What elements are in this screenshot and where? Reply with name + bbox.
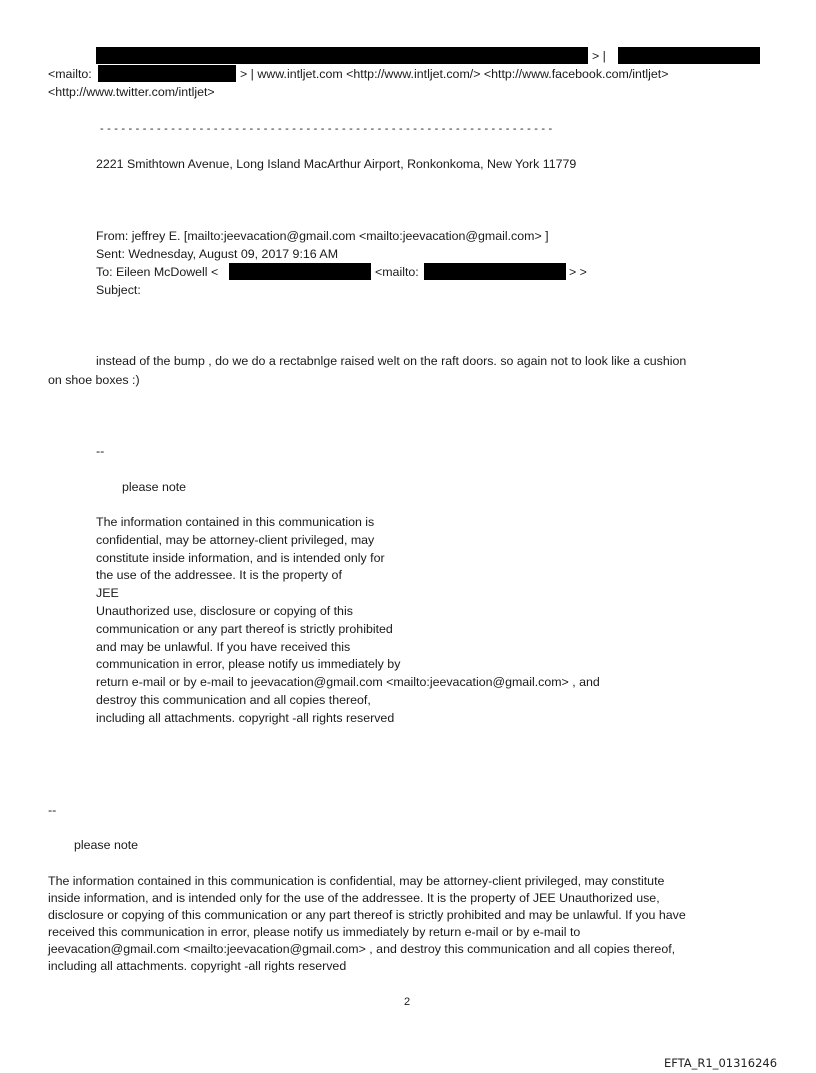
header-sent: Sent: Wednesday, August 09, 2017 9:16 AM (96, 247, 339, 261)
header-to-prefix: To: Eileen McDowell < (96, 265, 219, 279)
sig1-dashes: -- (96, 444, 105, 458)
sig2-dashes: -- (48, 803, 57, 817)
redaction-bar (424, 263, 566, 280)
sig1-please-note: please note (122, 480, 187, 494)
separator-line: - - - - - - - - - - - - - - - - - - - - - - - - - - - - - - - - - - - - - - - - - - - - - - - - - - - - - - - - - - - - - - - - (100, 123, 553, 135)
redaction-bar (229, 263, 371, 280)
header-to-mailto: <mailto: (375, 265, 419, 279)
body-line-2: on shoe boxes :) (48, 373, 140, 387)
header-to-close: > > (569, 265, 587, 279)
sig1-disclaimer: The information contained in this communication is confidential, may be attorney-client privileged, may constitute inside information, and is intended only for the use of the addressee. It is the property of JEE Unauthorized use, disclosure or copying of this communication or any part thereof is strictly prohibited and may be unlawful. If you have received this communication in error, please notify us immediately by return e-mail or by e-mail to jeevacation@gmail.com <mailto:jeevacation@gmail.com> , and destroy this communication and all copies thereof, including all attachments. copyright -all rights reserved (96, 515, 600, 725)
sig2-please-note: please note (74, 838, 139, 852)
redaction-bar (98, 65, 236, 82)
page-number: 2 (404, 996, 411, 1008)
contact-separator: > | (592, 49, 606, 63)
address: 2221 Smithtown Avenue, Long Island MacArthur Airport, Ronkonkoma, New York 11779 (96, 157, 577, 171)
twitter-link: <http://www.twitter.com/intljet> (48, 85, 215, 99)
body-line-1: instead of the bump , do we do a rectabnlge raised welt on the raft doors. so again not to look like a cushion (96, 354, 687, 368)
redaction-bar (96, 47, 588, 64)
sig2-disclaimer: The information contained in this communication is confidential, may be attorney-client privileged, may constitute inside information, and is intended only for the use of the addressee. It is the property of JEE Unauthorized use, disclosure or copying of this communication or any part thereof is strictly prohibited and may be unlawful. If you have received this communication in error, please notify us immediately by return e-mail or by e-mail to jeevacation@gmail.com <mailto:jeevacation@gmail.com> , and destroy this communication and all copies thereof, including all attachments. copyright -all rights reserved (48, 874, 686, 973)
document-id: EFTA_R1_01316246 (664, 1056, 778, 1070)
header-subject: Subject: (96, 283, 141, 297)
header-from: From: jeffrey E. [mailto:jeevacation@gmail.com <mailto:jeevacation@gmail.com> ] (96, 229, 549, 243)
mailto-prefix: <mailto: (48, 67, 92, 81)
contact-links: > | www.intljet.com <http://www.intljet.com/> <http://www.facebook.com/intljet> (240, 67, 669, 81)
redaction-bar (618, 47, 760, 64)
